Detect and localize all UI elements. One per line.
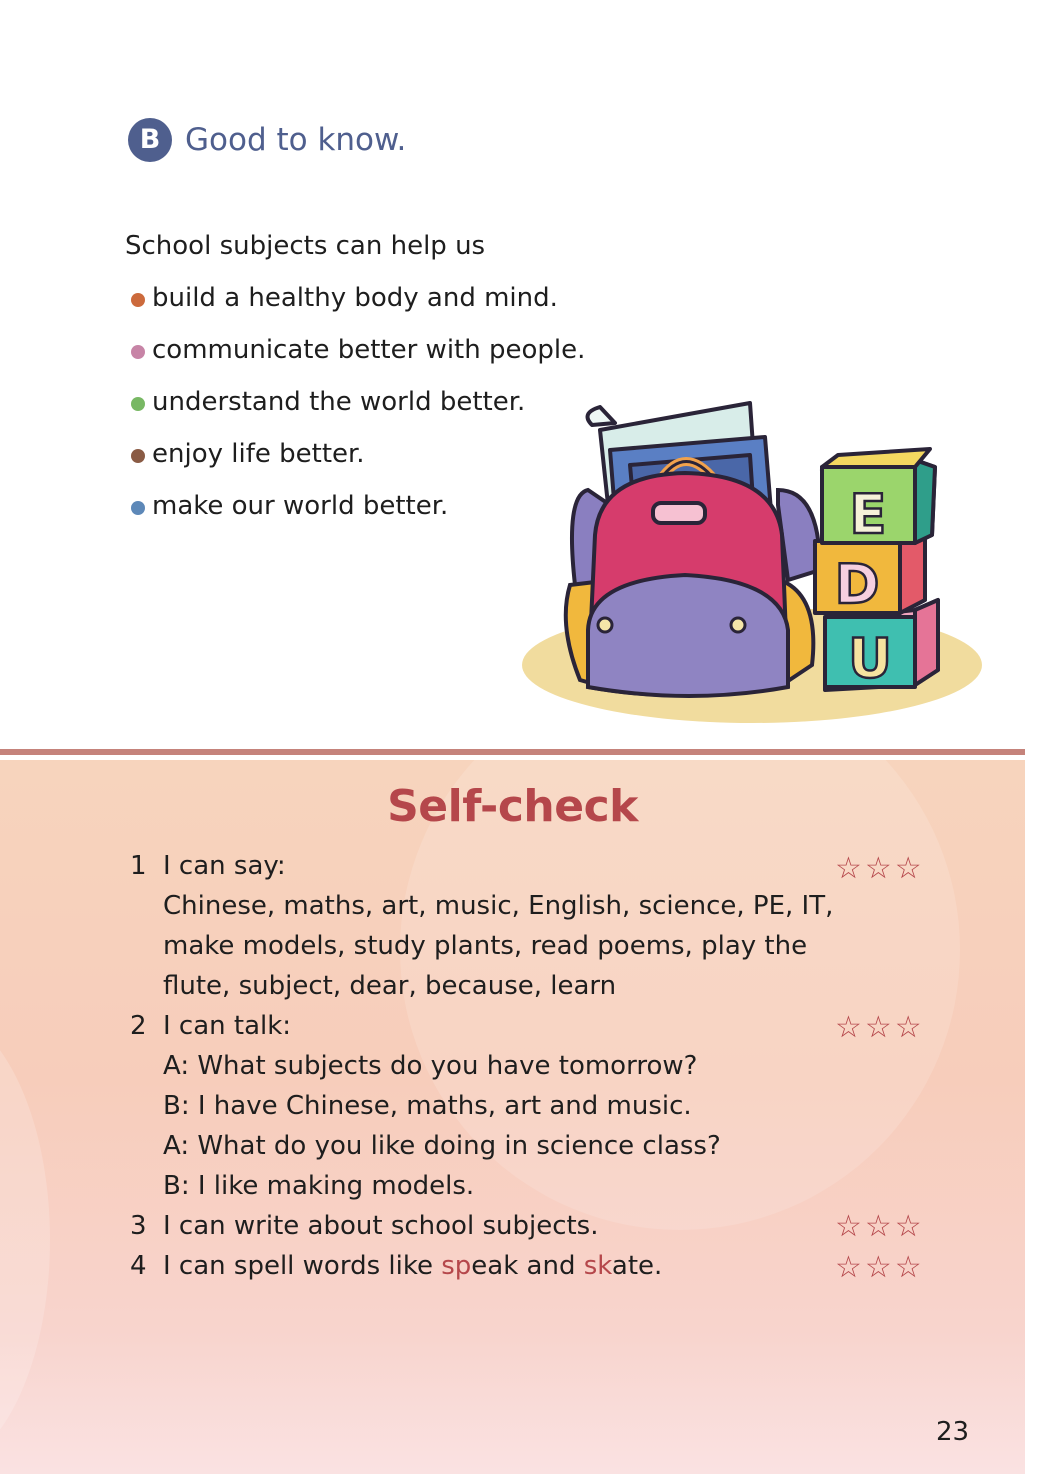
- item-heading: [163, 1246, 662, 1286]
- section-divider: [0, 749, 1025, 755]
- highlight-sk: sk: [583, 1251, 612, 1281]
- section-badge: B: [128, 118, 172, 162]
- bullet-dot: [131, 449, 145, 463]
- bullet-dot: [131, 397, 145, 411]
- item-number: 3: [130, 1211, 147, 1241]
- bullet-text: communicate better with people.: [152, 335, 586, 365]
- item-number: 2: [130, 1011, 147, 1041]
- item-heading: I can talk:: [163, 1011, 292, 1041]
- item-number: 4: [130, 1251, 147, 1281]
- bullet-text: make our world better.: [152, 491, 449, 521]
- dialogue-line: A: What subjects do you have tomorrow?: [163, 1051, 698, 1081]
- backpack-books-blocks-illustration: [520, 395, 990, 730]
- dialogue-line: A: What do you like doing in science class?: [163, 1131, 721, 1161]
- bullet-text: understand the world better.: [152, 387, 526, 417]
- highlight-sp: sp: [441, 1251, 472, 1281]
- spelling-text: I can spell words like: [163, 1251, 442, 1281]
- spelling-text: eak: [471, 1251, 519, 1281]
- item-line: flute, subject, dear, because, learn: [163, 971, 617, 1001]
- block-letter-d: D: [834, 553, 880, 616]
- star-rating[interactable]: ☆☆☆: [835, 1250, 925, 1285]
- item-heading: I can say:: [163, 851, 286, 881]
- bullet-item: [131, 434, 365, 474]
- bullet-dot: [131, 293, 145, 307]
- item-number: 1: [130, 851, 147, 881]
- self-check-title: Self-check: [387, 781, 638, 832]
- bullet-text: build a healthy body and mind.: [152, 283, 558, 313]
- star-rating[interactable]: ☆☆☆: [835, 1209, 925, 1244]
- dialogue-line: B: I have Chinese, maths, art and music.: [163, 1091, 692, 1121]
- bullet-text: enjoy life better.: [152, 439, 365, 469]
- bullet-item: [131, 486, 448, 526]
- item-line: make models, study plants, read poems, play the: [163, 931, 808, 961]
- item-heading: I can write about school subjects.: [163, 1211, 599, 1241]
- intro-text: School subjects can help us: [125, 231, 486, 261]
- bullet-item: [131, 382, 525, 422]
- item-line: Chinese, maths, art, music, English, science, PE, IT,: [163, 891, 834, 921]
- star-rating[interactable]: ☆☆☆: [835, 851, 925, 886]
- block-letter-e: E: [849, 483, 887, 546]
- spelling-text: ate.: [611, 1251, 663, 1281]
- page-number: 23: [936, 1417, 970, 1447]
- bullet-item: [131, 330, 585, 370]
- bullet-dot: [131, 345, 145, 359]
- background-glow: [0, 1010, 50, 1470]
- spelling-text: and: [518, 1251, 584, 1281]
- dialogue-line: B: I like making models.: [163, 1171, 475, 1201]
- section-title: Good to know.: [185, 122, 407, 158]
- bullet-item: [131, 278, 558, 318]
- star-rating[interactable]: ☆☆☆: [835, 1010, 925, 1045]
- block-letter-u: U: [848, 627, 892, 690]
- bullet-dot: [131, 501, 145, 515]
